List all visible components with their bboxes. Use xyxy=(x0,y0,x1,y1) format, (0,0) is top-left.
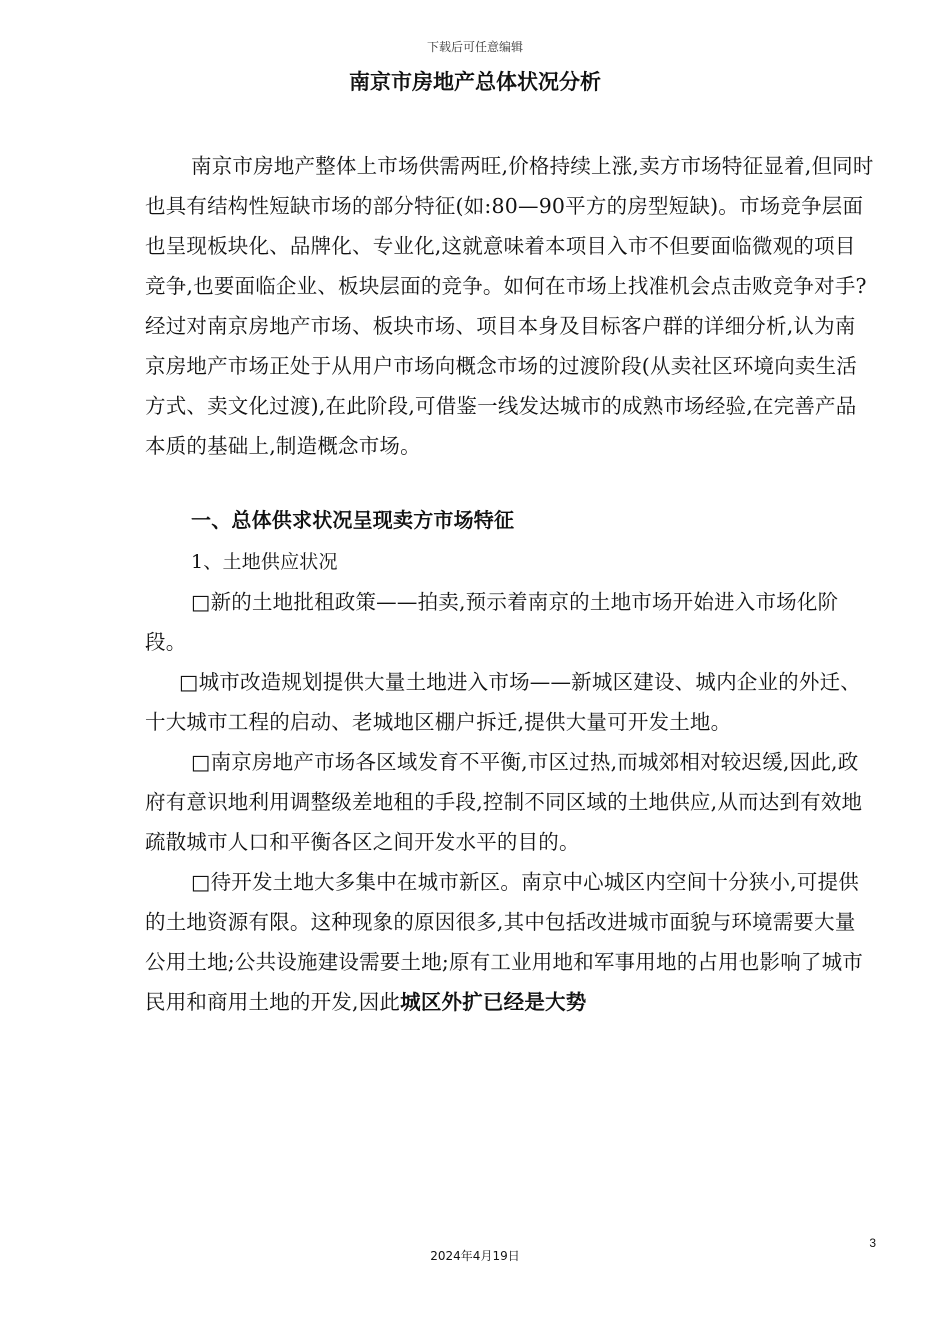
section-heading: 一、总体供求状况呈现卖方市场特征 xyxy=(191,508,515,532)
page-title: 南京市房地产总体状况分析 xyxy=(349,70,601,94)
paragraph-spacer xyxy=(145,466,875,500)
list-item-text: □待开发土地大多集中在城市新区。南京中心城区内空间十分狭小,可提供的土地资源有限。这种现象的原因很多,其中包括改进城市面貌与环境需要大量公用土地;公共设施建设需要土地;原有工业用地和军事用地的占用也影响了城市民用和商用土地的开发,因此 xyxy=(145,870,864,1014)
intro-paragraph: 南京市房地产整体上市场供需两旺,价格持续上涨,卖方市场特征显着,但同时也具有结构性短缺市场的部分特征(如:80—90平方的房型短缺)。市场竞争层面也呈现板块化、品牌化、专业化,这就意味着本项目入市不但要面临微观的项目竞争,也要面临企业、板块层面的竞争。如何在市场上找准机会点击败竞争对手?经过对南京房地产市场、板块市场、项目本身及目标客户群的详细分析,认为南京房地产市场正处于从用户市场向概念市场的过渡阶段(从卖社区环境向卖生活方式、卖文化过渡),在此阶段,可借鉴一线发达城市的成熟市场经验,在完善产品本质的基础上,制造概念市场。 xyxy=(145,154,874,458)
list-item: □新的土地批租政策——拍卖,预示着南京的土地市场开始进入市场化阶段。 xyxy=(145,590,839,654)
list-item xyxy=(145,862,875,1022)
document-body xyxy=(145,146,875,1022)
page-number: 3 xyxy=(869,1236,876,1250)
page-header: 下载后可任意编辑 xyxy=(426,40,523,54)
list-item: □南京房地产市场各区域发育不平衡,市区过热,而城郊相对较迟缓,因此,政府有意识地利用调整级差地租的手段,控制不同区域的土地供应,从而达到有效地疏散城市人口和平衡各区之间开发水平的目的。 xyxy=(145,750,863,854)
emphasis-text: 城区外扩已经是大势 xyxy=(400,990,587,1014)
subsection-heading: 1、土地供应状况 xyxy=(191,551,338,573)
page-footer-date: 2024年4月19日 xyxy=(430,1249,520,1263)
list-item: □城市改造规划提供大量土地进入市场——新城区建设、城内企业的外迁、十大城市工程的启动、老城地区棚户拆迁,提供大量可开发土地。 xyxy=(145,670,861,734)
